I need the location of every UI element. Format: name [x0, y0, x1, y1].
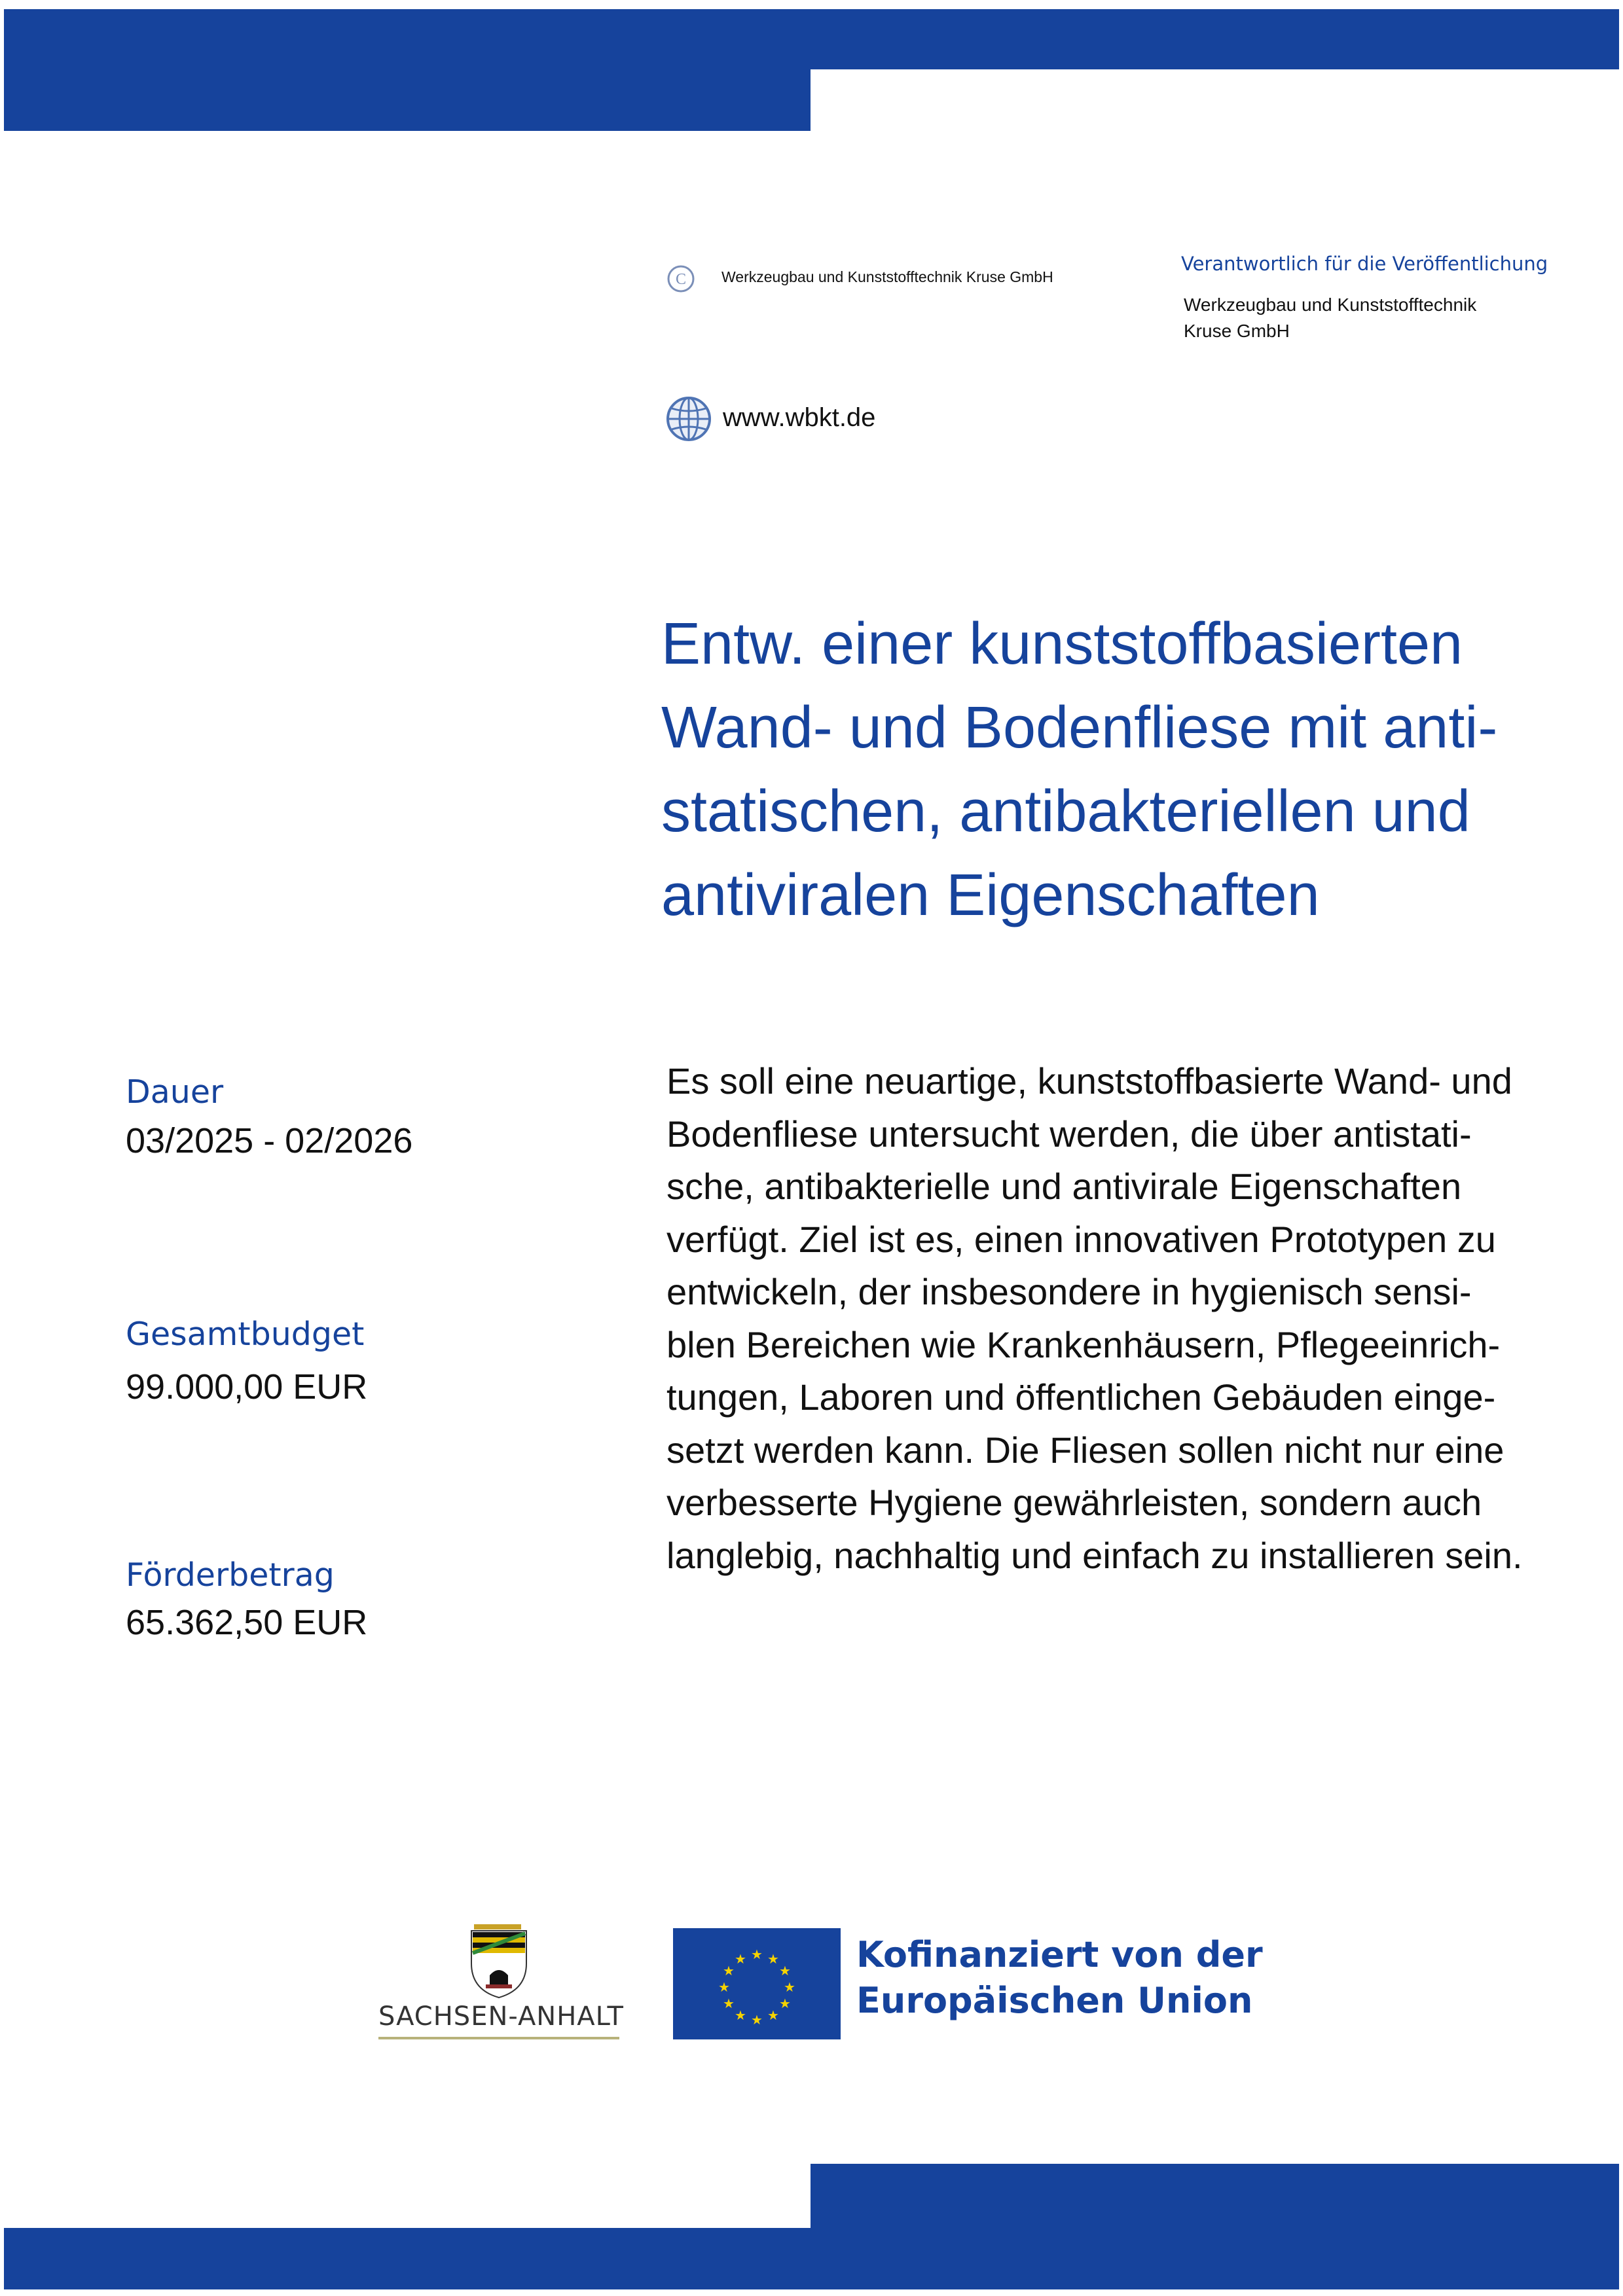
footer-bar-step — [811, 2164, 1619, 2228]
svg-text:★: ★ — [779, 1996, 791, 2011]
eu-text-line: Kofinanziert von der — [856, 1934, 1263, 1975]
copyright-owner: Werkzeugbau und Kunststofftechnik Kruse GmbH — [721, 268, 1053, 285]
eu-cofunding-text — [856, 1932, 1263, 2024]
footer-bar — [4, 2228, 1619, 2289]
description-line: setzt werden kann. Die Fliesen sollen nicht nur eine — [666, 1429, 1504, 1471]
svg-text:★: ★ — [751, 2012, 763, 2028]
responsible-line: Werkzeugbau und Kunststofftechnik — [1184, 295, 1477, 315]
title-line: Wand- und Bodenfliese mit anti- — [661, 695, 1498, 761]
svg-text:★: ★ — [718, 1979, 730, 1995]
svg-text:★: ★ — [723, 1963, 735, 1979]
header-bar — [4, 9, 1619, 69]
description-line: entwickeln, der insbesondere in hygienisch sensi- — [666, 1271, 1472, 1312]
funding-amount-value: 65.362,50 EUR — [126, 1603, 368, 1642]
svg-text:★: ★ — [767, 1951, 779, 1967]
description-line: Bodenfliese untersucht werden, die über antistati- — [666, 1113, 1472, 1155]
description-line: blen Bereichen wie Krankenhäusern, Pflegeeinrich- — [666, 1323, 1501, 1365]
eu-flag-icon — [673, 1928, 841, 2039]
page-title — [661, 602, 1604, 937]
total-budget-label: Gesamtbudget — [126, 1316, 365, 1353]
copyright-icon — [666, 264, 695, 293]
title-line: antiviralen Eigenschaften — [661, 863, 1320, 928]
funding-amount-label: Förderbetrag — [126, 1556, 335, 1594]
svg-text:★: ★ — [767, 2007, 779, 2023]
coat-of-arms-icon — [377, 1923, 621, 2001]
svg-text:★: ★ — [723, 1996, 735, 2011]
description-line: verfügt. Ziel ist es, einen innovativen Prototypen zu — [666, 1218, 1496, 1260]
eu-text-line: Europäischen Union — [856, 1980, 1253, 2021]
sachsen-anhalt-wordmark: SACHSEN-ANHALT — [378, 2001, 624, 2032]
description-line: verbesserte Hygiene gewährleisten, sondern auch — [666, 1482, 1482, 1523]
description-line: tungen, Laboren und öffentlichen Gebäuden einge- — [666, 1376, 1496, 1418]
duration-label: Dauer — [126, 1073, 224, 1111]
responsible-line: Kruse GmbH — [1184, 321, 1290, 341]
svg-text:★: ★ — [751, 1946, 763, 1962]
divider — [378, 2037, 619, 2039]
header-bar-step — [4, 69, 811, 131]
svg-text:★: ★ — [784, 1979, 795, 1995]
duration-value: 03/2025 - 02/2026 — [126, 1121, 413, 1160]
responsible-value — [1184, 292, 1550, 344]
website-link[interactable]: www.wbkt.de — [723, 403, 876, 432]
globe-icon — [664, 394, 714, 444]
svg-text:★: ★ — [779, 1963, 791, 1979]
description-line: Es soll eine neuartige, kunststoffbasierte Wand- und — [666, 1060, 1512, 1102]
title-line: statischen, antibakteriellen und — [661, 779, 1470, 844]
description-line: sche, antibakterielle und antivirale Eigenschaften — [666, 1166, 1462, 1207]
svg-text:★: ★ — [735, 2007, 746, 2023]
svg-text:★: ★ — [735, 1951, 746, 1967]
title-line: Entw. einer kunststoffbasierten — [661, 611, 1463, 677]
svg-text:C: C — [675, 271, 687, 288]
project-description — [666, 1055, 1603, 1582]
responsible-label: Verantwortlich für die Veröffentlichung — [1181, 253, 1548, 275]
description-line: langlebig, nachhaltig und einfach zu installieren sein. — [666, 1534, 1523, 1576]
total-budget-value: 99.000,00 EUR — [126, 1367, 368, 1407]
